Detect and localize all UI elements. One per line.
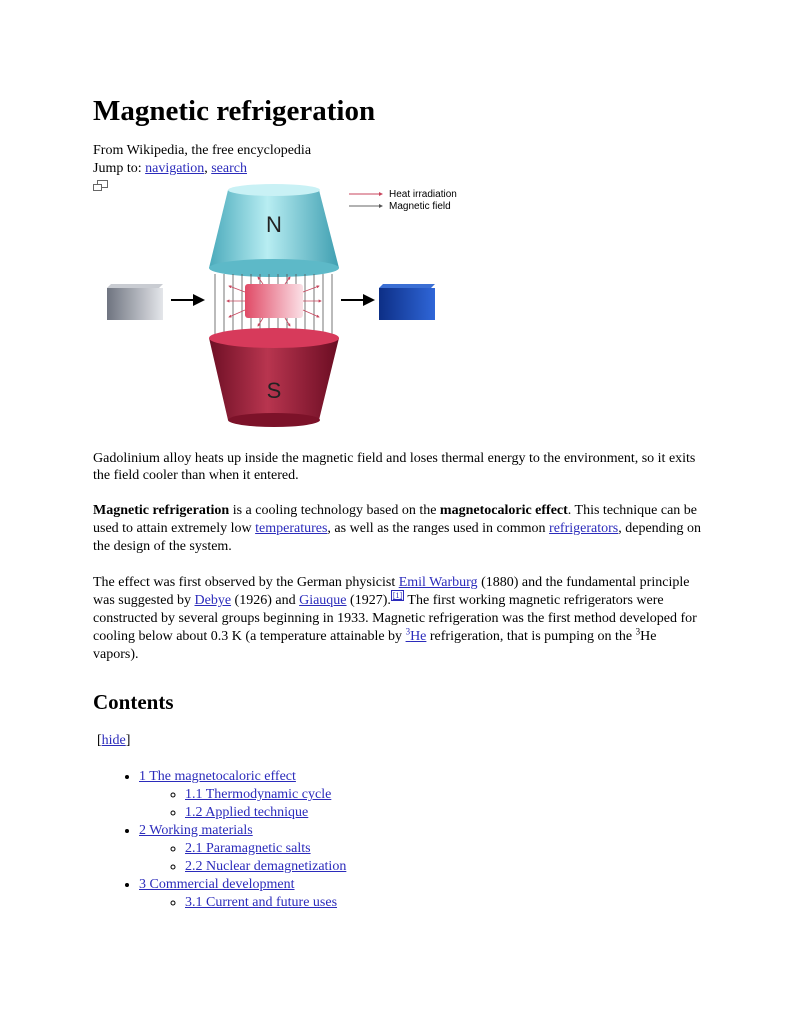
helium-3-link[interactable] (405, 626, 427, 644)
toc-item (139, 876, 703, 912)
toc-item (139, 822, 703, 876)
toc-link-2[interactable]: 2 Working materials (139, 823, 253, 838)
text-run: The first working magnetic refrigerators were constructed by several groups beginning in 1933. Magnetic refrigeration was the first method developed for cooling below about 0.3 K (a temperature attainable by (93, 593, 697, 644)
toc-toggle (97, 732, 703, 750)
isotope-superscript: 3 (405, 626, 411, 637)
toc-hide-link[interactable]: hide (101, 733, 126, 748)
south-pole-magnet (209, 328, 339, 427)
toc-subitem (185, 786, 703, 804)
magnetic-refrigeration-figure (93, 180, 703, 445)
toc-subitem (185, 804, 703, 822)
incoming-block (107, 284, 203, 320)
toc-item (139, 768, 703, 822)
text-run: (1880) and the fundamental principle was suggested by (93, 575, 690, 608)
toc-subitem (185, 840, 703, 858)
text-run: He vapors). (93, 629, 657, 662)
enlarge-icon[interactable] (93, 180, 108, 192)
text-run: (1926) and (231, 593, 300, 608)
toc-subitem (185, 894, 703, 912)
helium-link-text: He (410, 629, 427, 644)
toc-link-2-2[interactable]: 2.2 Nuclear demagnetization (185, 859, 347, 874)
term-bold: Magnetic refrigeration (93, 503, 230, 518)
jump-search-link[interactable]: search (211, 161, 247, 176)
jump-to-label: Jump to: (93, 161, 142, 176)
debye-link[interactable]: Debye (194, 593, 232, 608)
heated-gadolinium-block (227, 277, 321, 326)
isotope-superscript: 3 (635, 626, 641, 637)
refrigerators-link[interactable]: refrigerators (549, 521, 619, 536)
toc-link-3-1[interactable]: 3.1 Current and future uses (185, 895, 338, 910)
text-run: , as well as the ranges used in common (327, 521, 550, 536)
figure-caption: Gadolinium alloy heats up inside the magnetic field and loses thermal energy to the environment, so it exits the field cooler than when it entered. (93, 451, 696, 483)
article-body (93, 92, 703, 912)
contents-heading: Contents (93, 690, 174, 714)
intro-paragraph-1 (93, 502, 703, 556)
reference-1-link[interactable]: [1] (392, 591, 403, 601)
temperatures-link[interactable]: temperatures (255, 521, 328, 536)
legend-field-label: Magnetic field (389, 201, 451, 212)
text-run: The effect was first observed by the German physicist (93, 575, 399, 590)
bracket-close: ] (125, 733, 131, 748)
figure-legend (349, 189, 457, 212)
figure-diagram[interactable] (93, 180, 703, 442)
text-run: . This technique can be used to attain extremely low (93, 503, 697, 536)
south-pole-label: S (266, 378, 282, 403)
toc-link-1-2[interactable]: 1.2 Applied technique (185, 805, 309, 820)
north-pole-label: N (266, 212, 282, 237)
toc-link-1[interactable]: 1 The magnetocaloric effect (139, 769, 296, 784)
jump-navigation-link[interactable]: navigation (145, 161, 205, 176)
giauque-link[interactable]: Giauque (299, 593, 347, 608)
legend-heat-label: Heat irradiation (389, 189, 457, 200)
emil-warburg-link[interactable]: Emil Warburg (398, 575, 478, 590)
outgoing-block (341, 284, 435, 320)
toc-link-3[interactable]: 3 Commercial development (139, 877, 295, 892)
bracket-open: [ (97, 733, 102, 748)
text-run: is a cooling technology based on the (229, 503, 440, 518)
text-run: (1927). (346, 593, 391, 608)
north-pole-magnet (209, 184, 339, 277)
effect-bold: magnetocaloric effect (439, 503, 568, 518)
intro-paragraph-2 (93, 574, 703, 664)
toc-link-2-1[interactable]: 2.1 Paramagnetic salts (185, 841, 311, 856)
jump-comma: , (204, 161, 208, 176)
page-title: Magnetic refrigeration (93, 95, 376, 127)
jump-links (93, 160, 703, 178)
site-subtitle: From Wikipedia, the free encyclopedia (93, 143, 312, 158)
table-of-contents (93, 768, 703, 912)
toc-subitem (185, 858, 703, 876)
toc-link-1-1[interactable]: 1.1 Thermodynamic cycle (185, 787, 332, 802)
text-run: refrigeration, that is pumping on the (426, 629, 636, 644)
text-run: , depending on the design of the system. (93, 521, 702, 554)
